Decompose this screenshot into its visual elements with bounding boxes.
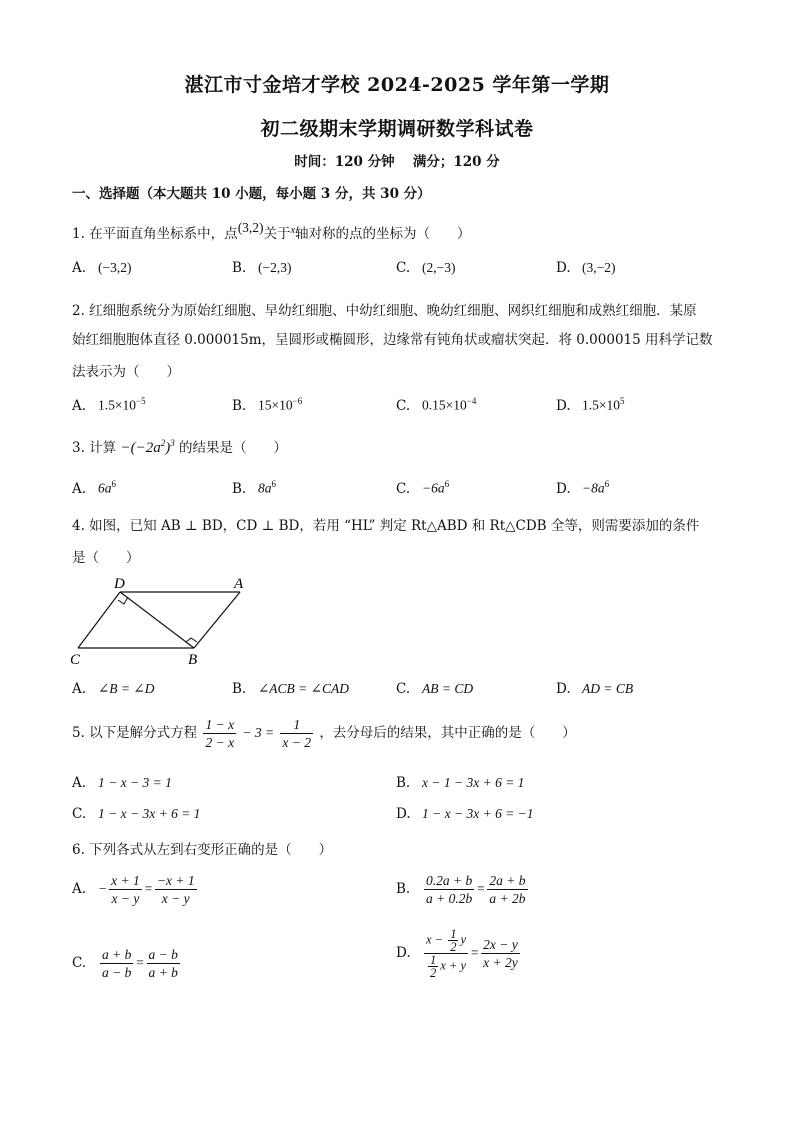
q1-text-c: 轴对称的点的坐标为（ ）	[295, 226, 471, 242]
q1-number: 1.	[72, 226, 85, 242]
q4-option-a[interactable]: A. ∠B = ∠D	[72, 681, 155, 697]
q2-option-a[interactable]: A. $1.5\times 10^{-5}$	[72, 396, 146, 414]
question-5	[72, 716, 576, 751]
q5-option-c[interactable]: C. 1 − x − 3x + 6 = 1	[72, 806, 201, 822]
q2-line3: 法表示为（ ）	[72, 364, 180, 380]
q4-geometry-figure	[60, 572, 260, 672]
q2-option-b[interactable]: B. $15\times 10^{-6}$	[232, 396, 303, 414]
q1-option-a[interactable]: A. (−3,2)	[72, 260, 132, 276]
q1-point: (3,2)	[237, 220, 264, 235]
q5-mid: − 3 =	[242, 725, 275, 740]
q3-option-c[interactable]: C. $-6a^6$	[396, 479, 450, 497]
q3-expression: $-(-2a^2)^3$	[120, 438, 175, 456]
q1-axis: x	[290, 225, 296, 236]
q4-option-d[interactable]: D. AD = CB	[556, 681, 634, 697]
q3-option-b[interactable]: B. $8a^6$	[232, 479, 276, 497]
question-3	[72, 436, 287, 457]
q6-option-b[interactable]: B. $\frac{0.2a + b}{a + 0.2b}$ = $\frac{2a + b}{a + 2b}$	[396, 873, 526, 906]
q5-fraction-1: $\frac{1 - x}{2 - x}$	[205, 717, 235, 750]
exam-time-score: 时间：120 分钟 满分；120 分	[294, 154, 500, 170]
question-1	[72, 222, 471, 242]
q6-stem: 6. 下列各式从左到右变形正确的是（ ）	[72, 842, 333, 858]
q1-option-b[interactable]: B. (−2,3)	[232, 260, 292, 276]
q4-option-b[interactable]: B. ∠ACB = ∠CAD	[232, 681, 349, 697]
q6-option-d[interactable]: D. x − $\frac{1}{2}$ y $\frac{1}{2}$ x + y = $\frac{2x - y}{x + 2y}$	[396, 927, 518, 980]
vertex-label-b: B	[188, 652, 198, 668]
q1-text-b: 关于	[263, 226, 291, 242]
exam-title-line1: 湛江市寸金培才学校 2024-2025 学年第一学期	[184, 74, 610, 96]
q4-line2: 是（ ）	[72, 550, 140, 566]
q1-text-a: 在平面直角坐标系中，点	[89, 226, 238, 242]
q5-text-a: 5. 以下是解分式方程	[72, 725, 198, 741]
q1-option-d[interactable]: D. (3,−2)	[556, 260, 616, 276]
segment-dc	[78, 592, 120, 648]
vertex-label-d: D	[114, 576, 125, 592]
q2-option-c[interactable]: C. $0.15\times 10^{-4}$	[396, 396, 477, 414]
q5-text-b: ，去分母后的结果，其中正确的是（ ）	[319, 725, 576, 741]
q4-option-c[interactable]: C. AB = CD	[396, 681, 474, 697]
q5-option-d[interactable]: D. 1 − x − 3x + 6 = −1	[396, 806, 534, 822]
segment-ba	[194, 592, 240, 648]
q2-option-d[interactable]: D. $1.5\times 10^5$	[556, 396, 625, 414]
q3-option-a[interactable]: A. $6a^6$	[72, 479, 116, 497]
q4-line1: 4. 如图，已知 AB ⊥ BD，CD ⊥ BD，若用 “HL” 判定 Rt△ABD 和 Rt△CDB 全等，则需要添加的条件	[72, 518, 700, 534]
q3-option-d[interactable]: D. $-8a^6$	[556, 479, 610, 497]
q2-line2: 始红细胞胞体直径 0.000015m，呈圆形或椭圆形，边缘常有钝角状或瘤状突起．将 0.000015 用科学记数	[72, 332, 713, 348]
vertex-label-c: C	[70, 652, 81, 668]
q1-option-c[interactable]: C. (2,−3)	[396, 260, 456, 276]
q5-fraction-2: $\frac{1}{x - 2}$	[282, 717, 312, 750]
q3-text-a: 3. 计算	[72, 440, 117, 456]
vertex-label-a: A	[234, 576, 244, 592]
q6-option-a[interactable]: A. − $\frac{x + 1}{x - y}$ = $\frac{-x + 1}{x - y}$	[72, 873, 195, 906]
q3-text-b: 的结果是（ ）	[179, 440, 288, 456]
right-angle-mark-b	[186, 638, 197, 642]
right-angle-mark-d	[118, 597, 128, 604]
section-heading-choice: 一、选择题（本大题共 10 小题，每小题 3 分，共 30 分）	[72, 186, 431, 202]
segment-db	[120, 592, 194, 648]
q5-option-a[interactable]: A. 1 − x − 3 = 1	[72, 775, 172, 791]
q2-line1: 2. 红细胞系统分为原始红细胞、早幼红细胞、中幼红细胞、晚幼红细胞、网织红细胞和成熟红细胞．某原	[72, 303, 697, 319]
q5-option-b[interactable]: B. x − 1 − 3x + 6 = 1	[396, 775, 525, 791]
q6-option-c[interactable]: C. $\frac{a + b}{a - b}$ = $\frac{a - b}{a + b}$	[72, 947, 178, 980]
exam-title-line2: 初二级期末学期调研数学科试卷	[260, 118, 534, 140]
